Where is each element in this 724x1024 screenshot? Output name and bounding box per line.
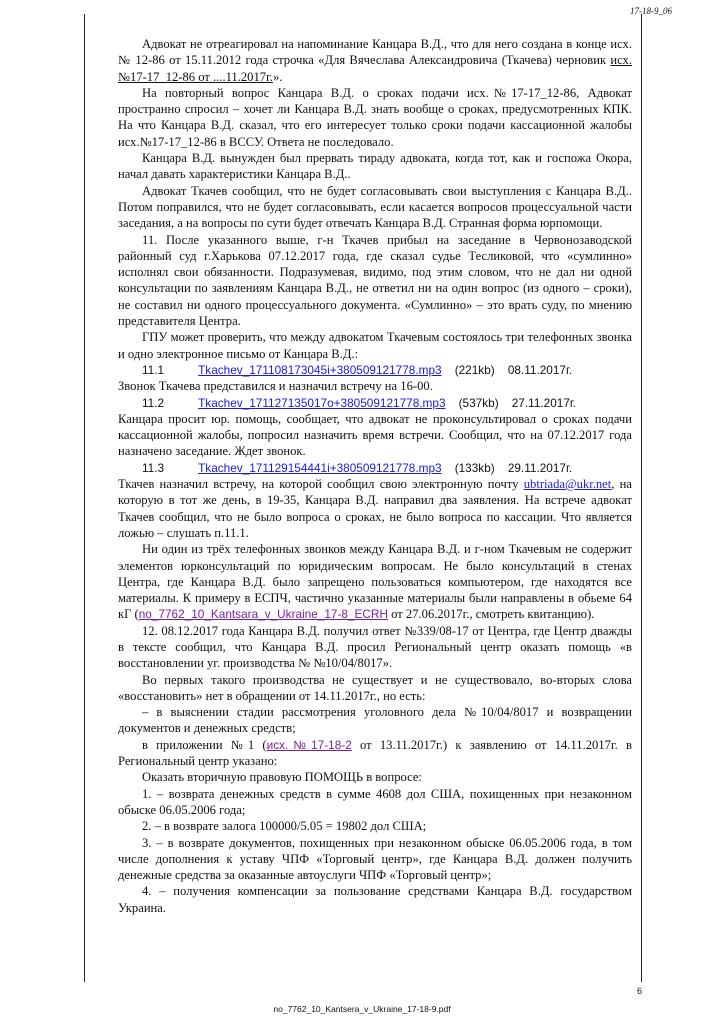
paragraph-text: Ткачев назначил встречу, на которой сообщил свою электронную почту [118,477,524,492]
page-number: 6 [636,986,642,996]
paragraph-text: Ни один из трёх телефонных звонков между Канцара В.Д. и г-ном Ткачевым не содержит элементов юрконсультаций по юридическим вопросам. Не было консультаций в стенах Центра, где Канцара В.Д. было запрещено пользоваться компьютером, где находятся все материалы. К примеру в ЕСПЧ, частично указанные материалы были направлены в обьеме 64 кГ ( [118,542,632,622]
paragraph-3: Канцара В.Д. вынужден был прервать тираду адвоката, когда тот, как и госпожа Окора, начал давать характеристики Канцара В.Д.. [118,151,632,182]
call-desc-2: Канцара просит юр. помощь, сообщает, что адвокат не проконсультировал о сроках подачи кассационной жалобы, попросил назначить время встречи. Сообщил, что на 07.12.2017 года назначено заседание. Ждет звонок. [118,411,632,459]
paragraph-text: от 27.06.2017г., смотреть квитанцию). [387,607,595,622]
call-date: 08.11.2017г. [507,362,573,377]
paragraph-text: в приложении №1 ( [142,737,267,752]
call-date: 29.11.2017г. [507,460,573,475]
paragraph-text: Адвокат не отреагировал на напоминание Канцара В.Д., что для него создана в конце исх. № 12-86 от 15.11.2012 года строчка «Для Вячеслава Александровича (Ткачева) черновик [118,37,632,68]
paragraph-11 [118,737,632,770]
call-number: 11.2 [142,395,165,410]
document-header-id: 17-18-9_06 [630,6,672,16]
paragraph-7 [118,541,632,622]
paragraph-10: – в выяснении стадии рассмотрения уголовного дела №10/04/8017 и возвращении документов и денежных средств; [118,705,632,736]
appendix-link[interactable]: исх.№17-18-2 [266,737,352,752]
call-desc-3 [118,476,632,541]
call-desc-1: Звонок Ткачева представился и назначил встречу на 16-00. [118,379,433,394]
paragraph-4: Адвокат Ткачев сообщил, что не будет согласовывать свои выступления с Канцара В.Д.. Потом поправился, что не будет согласовывать, если касается вопросов процессуальной части заседания, а на вопросы по сути будет отвечать Канцара В.Д. Странная форма юрпомощи. [118,183,632,231]
paragraph-6: ГПУ может проверить, что между адвокатом Ткачевым состоялось три телефонных звонка и одно электронное письмо от Канцара В.Д.: [118,330,632,361]
call-line-2 [118,395,632,411]
call-number: 11.1 [142,362,165,377]
paragraph-1 [118,36,632,85]
list-item: 4. – получения компенсации за пользование средствами Канцара В.Д. государством Украина. [118,884,632,915]
call-date: 27.11.2017г. [511,395,577,410]
file-size: (221kb) [454,362,495,377]
call-number: 11.3 [142,460,165,475]
paragraph-9: Во первых такого производства не существует и не существовало, во-вторых слова «восстановить» нет в обращении от 14.11.2017г., но есть: [118,672,632,703]
footer-filename: no_7762_10_Kantsera_v_Ukraine_17-18-9.pdf [273,1004,451,1014]
list-item: 2. – в возврате залога 100000/5.05 = 19802 дол США; [142,819,427,834]
file-size: (133kb) [454,460,495,475]
audio-file-link[interactable]: Tkachev_171108173045i+380509121778.mp3 [198,362,442,377]
paragraph-text: от 13.11.2017г.) к заявлению от 14.11.2017г. в Региональный центр указано: [118,737,632,769]
paragraph-text: , на которую в тот же день, в 19-35, Канцара В.Д. направил два заявления. На встрече адвокат Ткачев сообщил, что не было вопроса о сроках, не было вопроса по кассации. Что является ложью – слушать п.11.1. [118,477,632,540]
paragraph-text: ». [272,69,283,84]
call-line-1 [118,362,632,378]
paragraph-5: 11. После указанного выше, г-н Ткачев прибыл на заседание в Червонозаводской районный суд г.Харькова 07.12.2017 года, где сказал судье Тесликовой, что «сумлинно» исполнял свои обязанности. Подразумевая, видимо, под этим словом, что не дал ни одной консультации по заявлениям Канцара В.Д., не ответил ни на один вопрос (из одного – сроки), не составил ни одного процессуального документа. «Сумлинно» – это врать суду, по мнению представителя Центра. [118,232,632,329]
document-body [118,36,632,916]
file-size: (537kb) [458,395,499,410]
list-item: 3. – в возврате документов, похищенных при незаконном обыске 06.05.2006 года, в том числе дополнения к уставу ЧПФ «Торговый центр», где Канцара В.Д. должен получить денежные средства за оказанные автоуслуги ЧПФ «Торговый центр»; [118,835,632,883]
paragraph-8: 12. 08.12.2017 года Канцара В.Д. получил ответ №339/08-17 от Центра, где Центр дважды в тексте сообщил, что Канцара В.Д. просил Региональный центр оказать помощь «в восстановлении уг. производства № №10/04/8017». [118,623,632,671]
paragraph-2: На повторный вопрос Канцара В.Д. о сроках подачи исх.№17-17_12-86, Адвокат пространно спросил – хочет ли Канцара В.Д. знать вообще о сроках, предусмотренных КПК. На что Канцара В.Д. сказал, что его интересует только сроки подачи кассационной жалобы исх.№17-17_12-86 в ВССУ. Ответа не последовало. [118,85,632,149]
draft-reference-link[interactable]: исх.№17-17_12-86 от ....11.2017г. [118,53,632,84]
call-line-3 [118,460,632,476]
paragraph-12: Оказать вторичную правовую ПОМОЩЬ в вопросе: [142,770,422,785]
audio-file-link[interactable]: Tkachev_171127135017o+380509121778.mp3 [198,395,446,410]
audio-file-link[interactable]: Tkachev_171129154441i+380509121778.mp3 [198,460,442,475]
email-link[interactable]: ubtriada@ukr.net [523,477,612,492]
list-item: 1. – возврата денежных средств в сумме 4608 дол США, похищенных при незаконном обыске 06.05.2006 года; [118,786,632,817]
ecrh-document-link[interactable]: no_7762_10_Kantsara_v_Ukraine_17-8_ECRH [138,607,388,622]
